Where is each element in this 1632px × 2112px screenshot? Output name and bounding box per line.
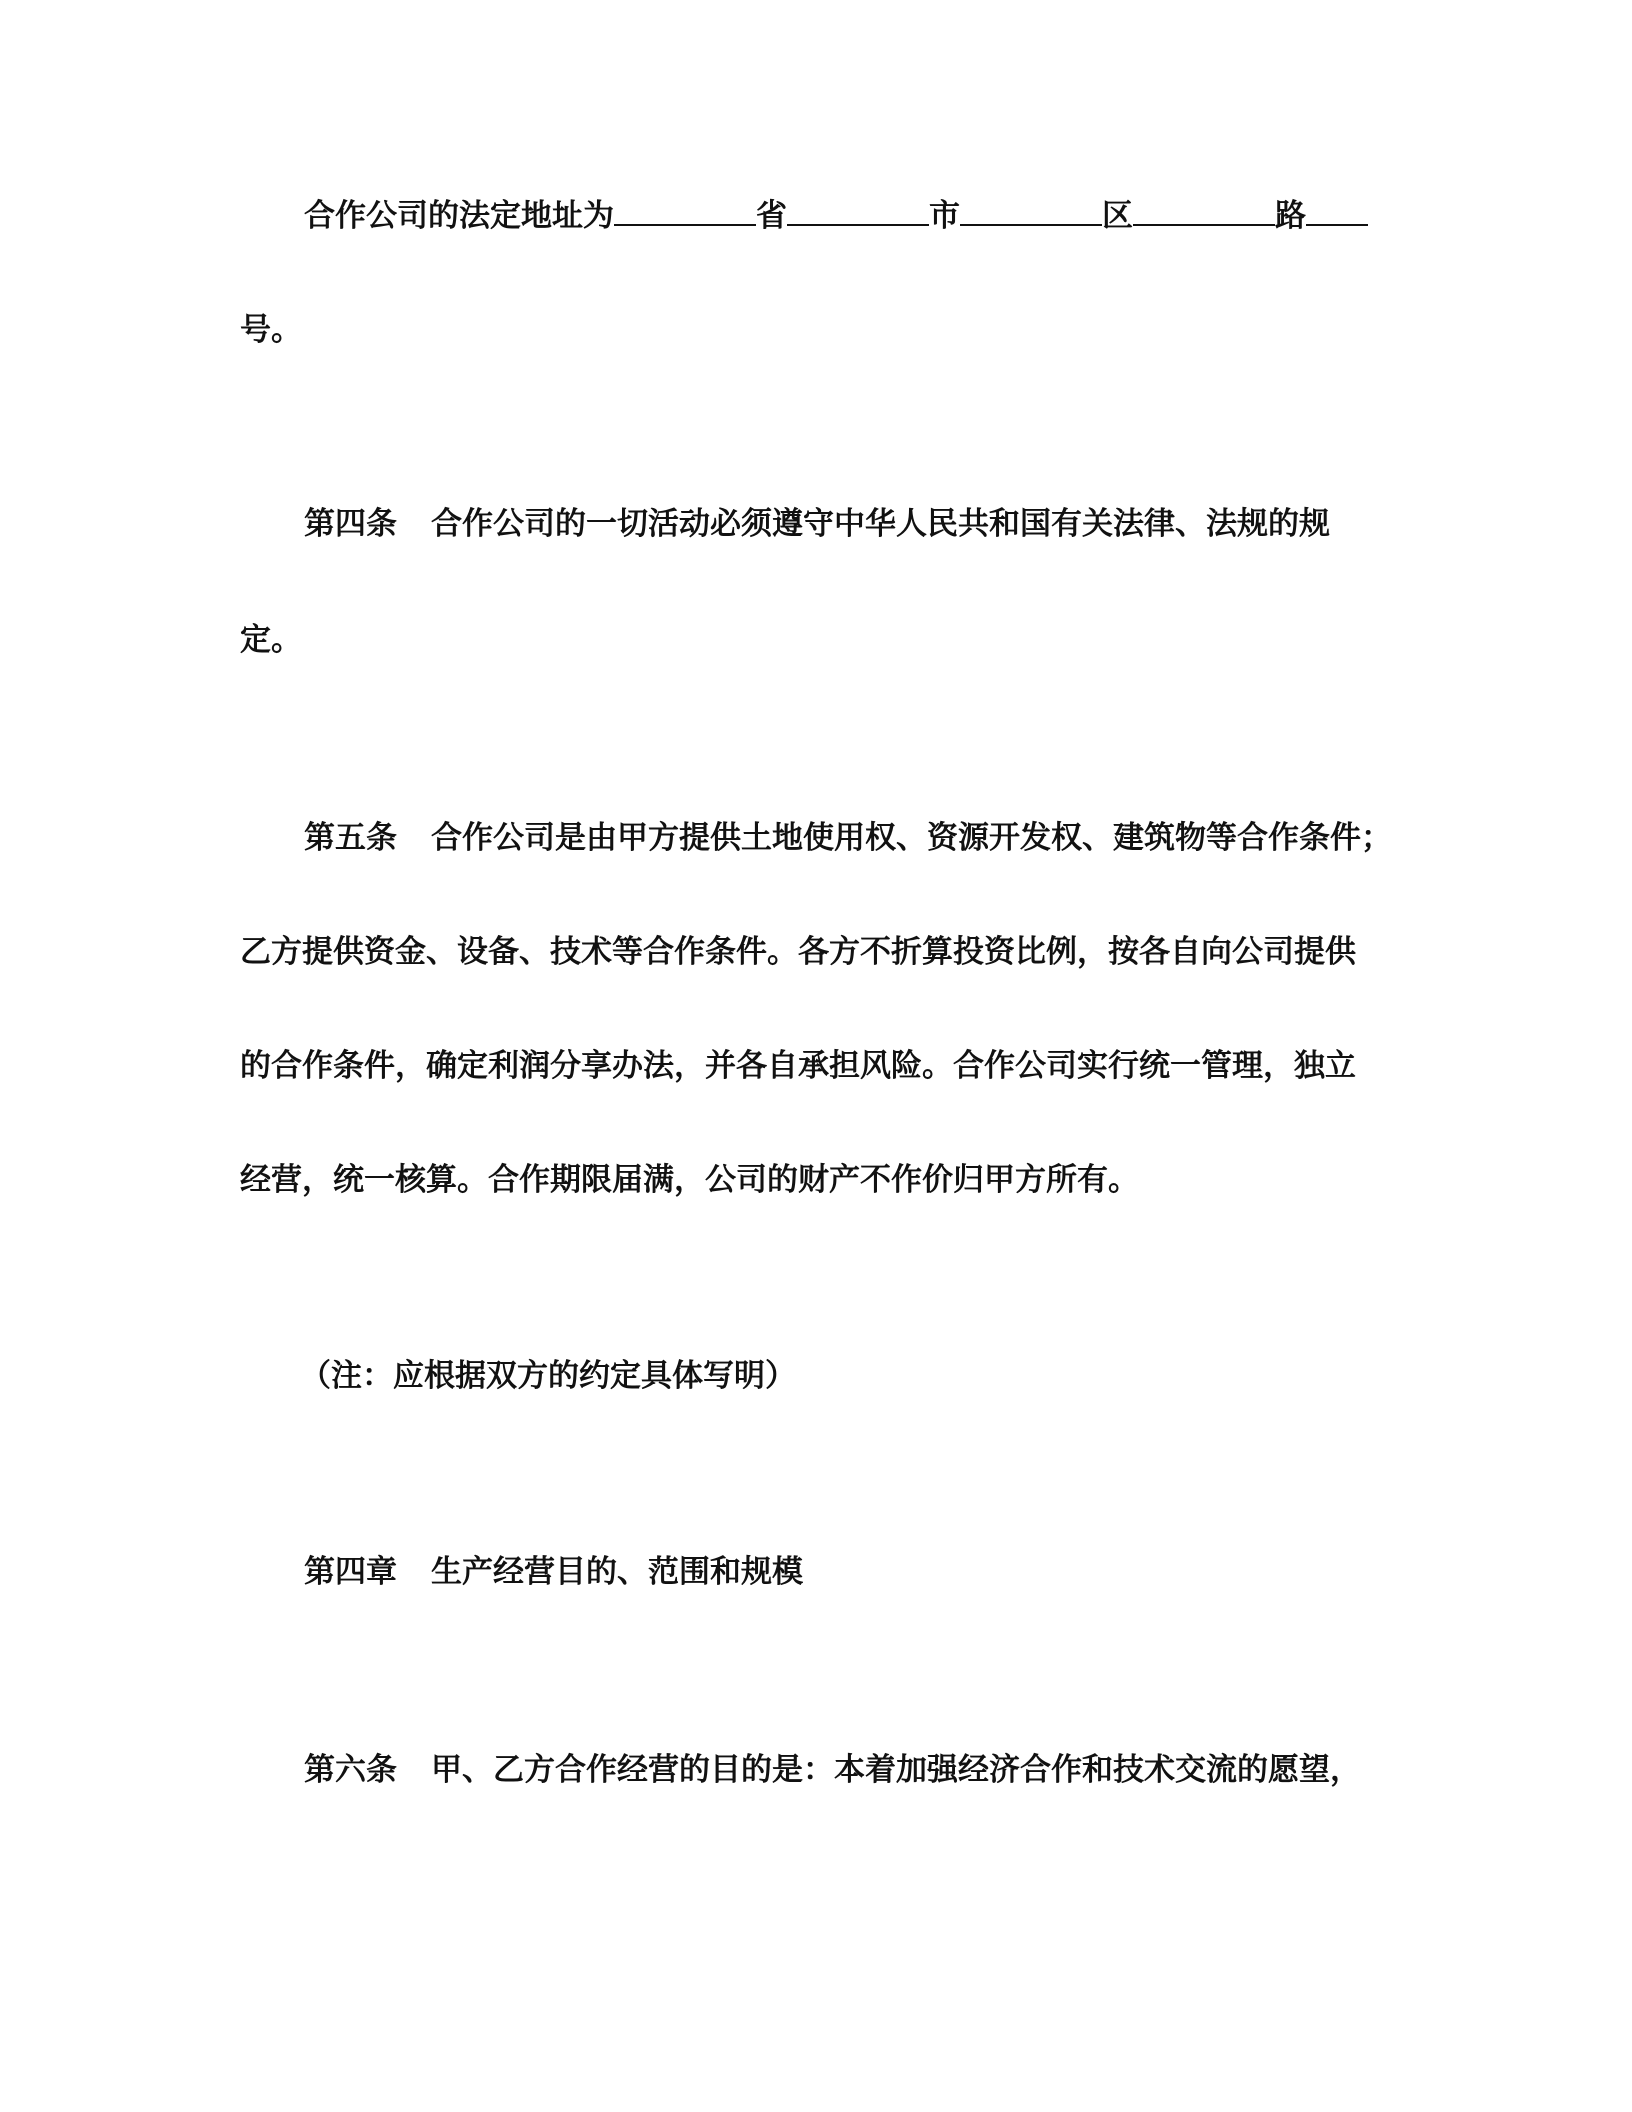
road-label: 路 [1275,198,1306,234]
article-5-line-3 [240,1046,1356,1086]
city-label: 市 [929,198,960,234]
article-5-label: 第五条 [304,820,397,856]
article-5-text-3: 的合作条件，确定利润分享办法，并各自承担风险。合作公司实行统一管理，独立 [240,1048,1356,1084]
article-6-label: 第六条 [304,1752,397,1788]
address-line [304,196,1368,236]
chapter-4-label: 第四章 [304,1554,397,1590]
note [300,1356,796,1396]
article-4-text-1: 合作公司的一切活动必须遵守中华人民共和国有关法律、法规的规 [431,506,1330,542]
address-number-line [240,310,302,350]
article-5-text-4: 经营，统一核算。合作期限届满，公司的财产不作价归甲方所有。 [240,1162,1139,1198]
article-5-line-1 [304,818,1392,858]
article-5-line-4 [240,1160,1139,1200]
address-prefix: 合作公司的法定地址为 [304,198,614,234]
number-blank [1306,196,1368,226]
article-6-text-1: 甲、乙方合作经营的目的是：本着加强经济合作和技术交流的愿望， [431,1752,1361,1788]
article-5-text-2: 乙方提供资金、设备、技术等合作条件。各方不折算投资比例，按各自向公司提供 [240,934,1356,970]
article-4-line-2 [240,620,302,660]
province-label: 省 [756,198,787,234]
province-blank [614,196,756,226]
road-blank [1133,196,1275,226]
article-4-line-1 [304,504,1330,544]
note-text: （注：应根据双方的约定具体写明） [300,1358,796,1394]
chapter-4-heading [304,1552,803,1592]
article-6-line-1 [304,1750,1361,1790]
article-4-label: 第四条 [304,506,397,542]
address-number-suffix: 号。 [240,312,302,348]
city-blank [787,196,929,226]
district-label: 区 [1102,198,1133,234]
article-4-text-2: 定。 [240,622,302,658]
district-blank [960,196,1102,226]
chapter-4-title: 生产经营目的、范围和规模 [431,1554,803,1590]
article-5-line-2 [240,932,1356,972]
article-5-text-1: 合作公司是由甲方提供土地使用权、资源开发权、建筑物等合作条件； [431,820,1392,856]
